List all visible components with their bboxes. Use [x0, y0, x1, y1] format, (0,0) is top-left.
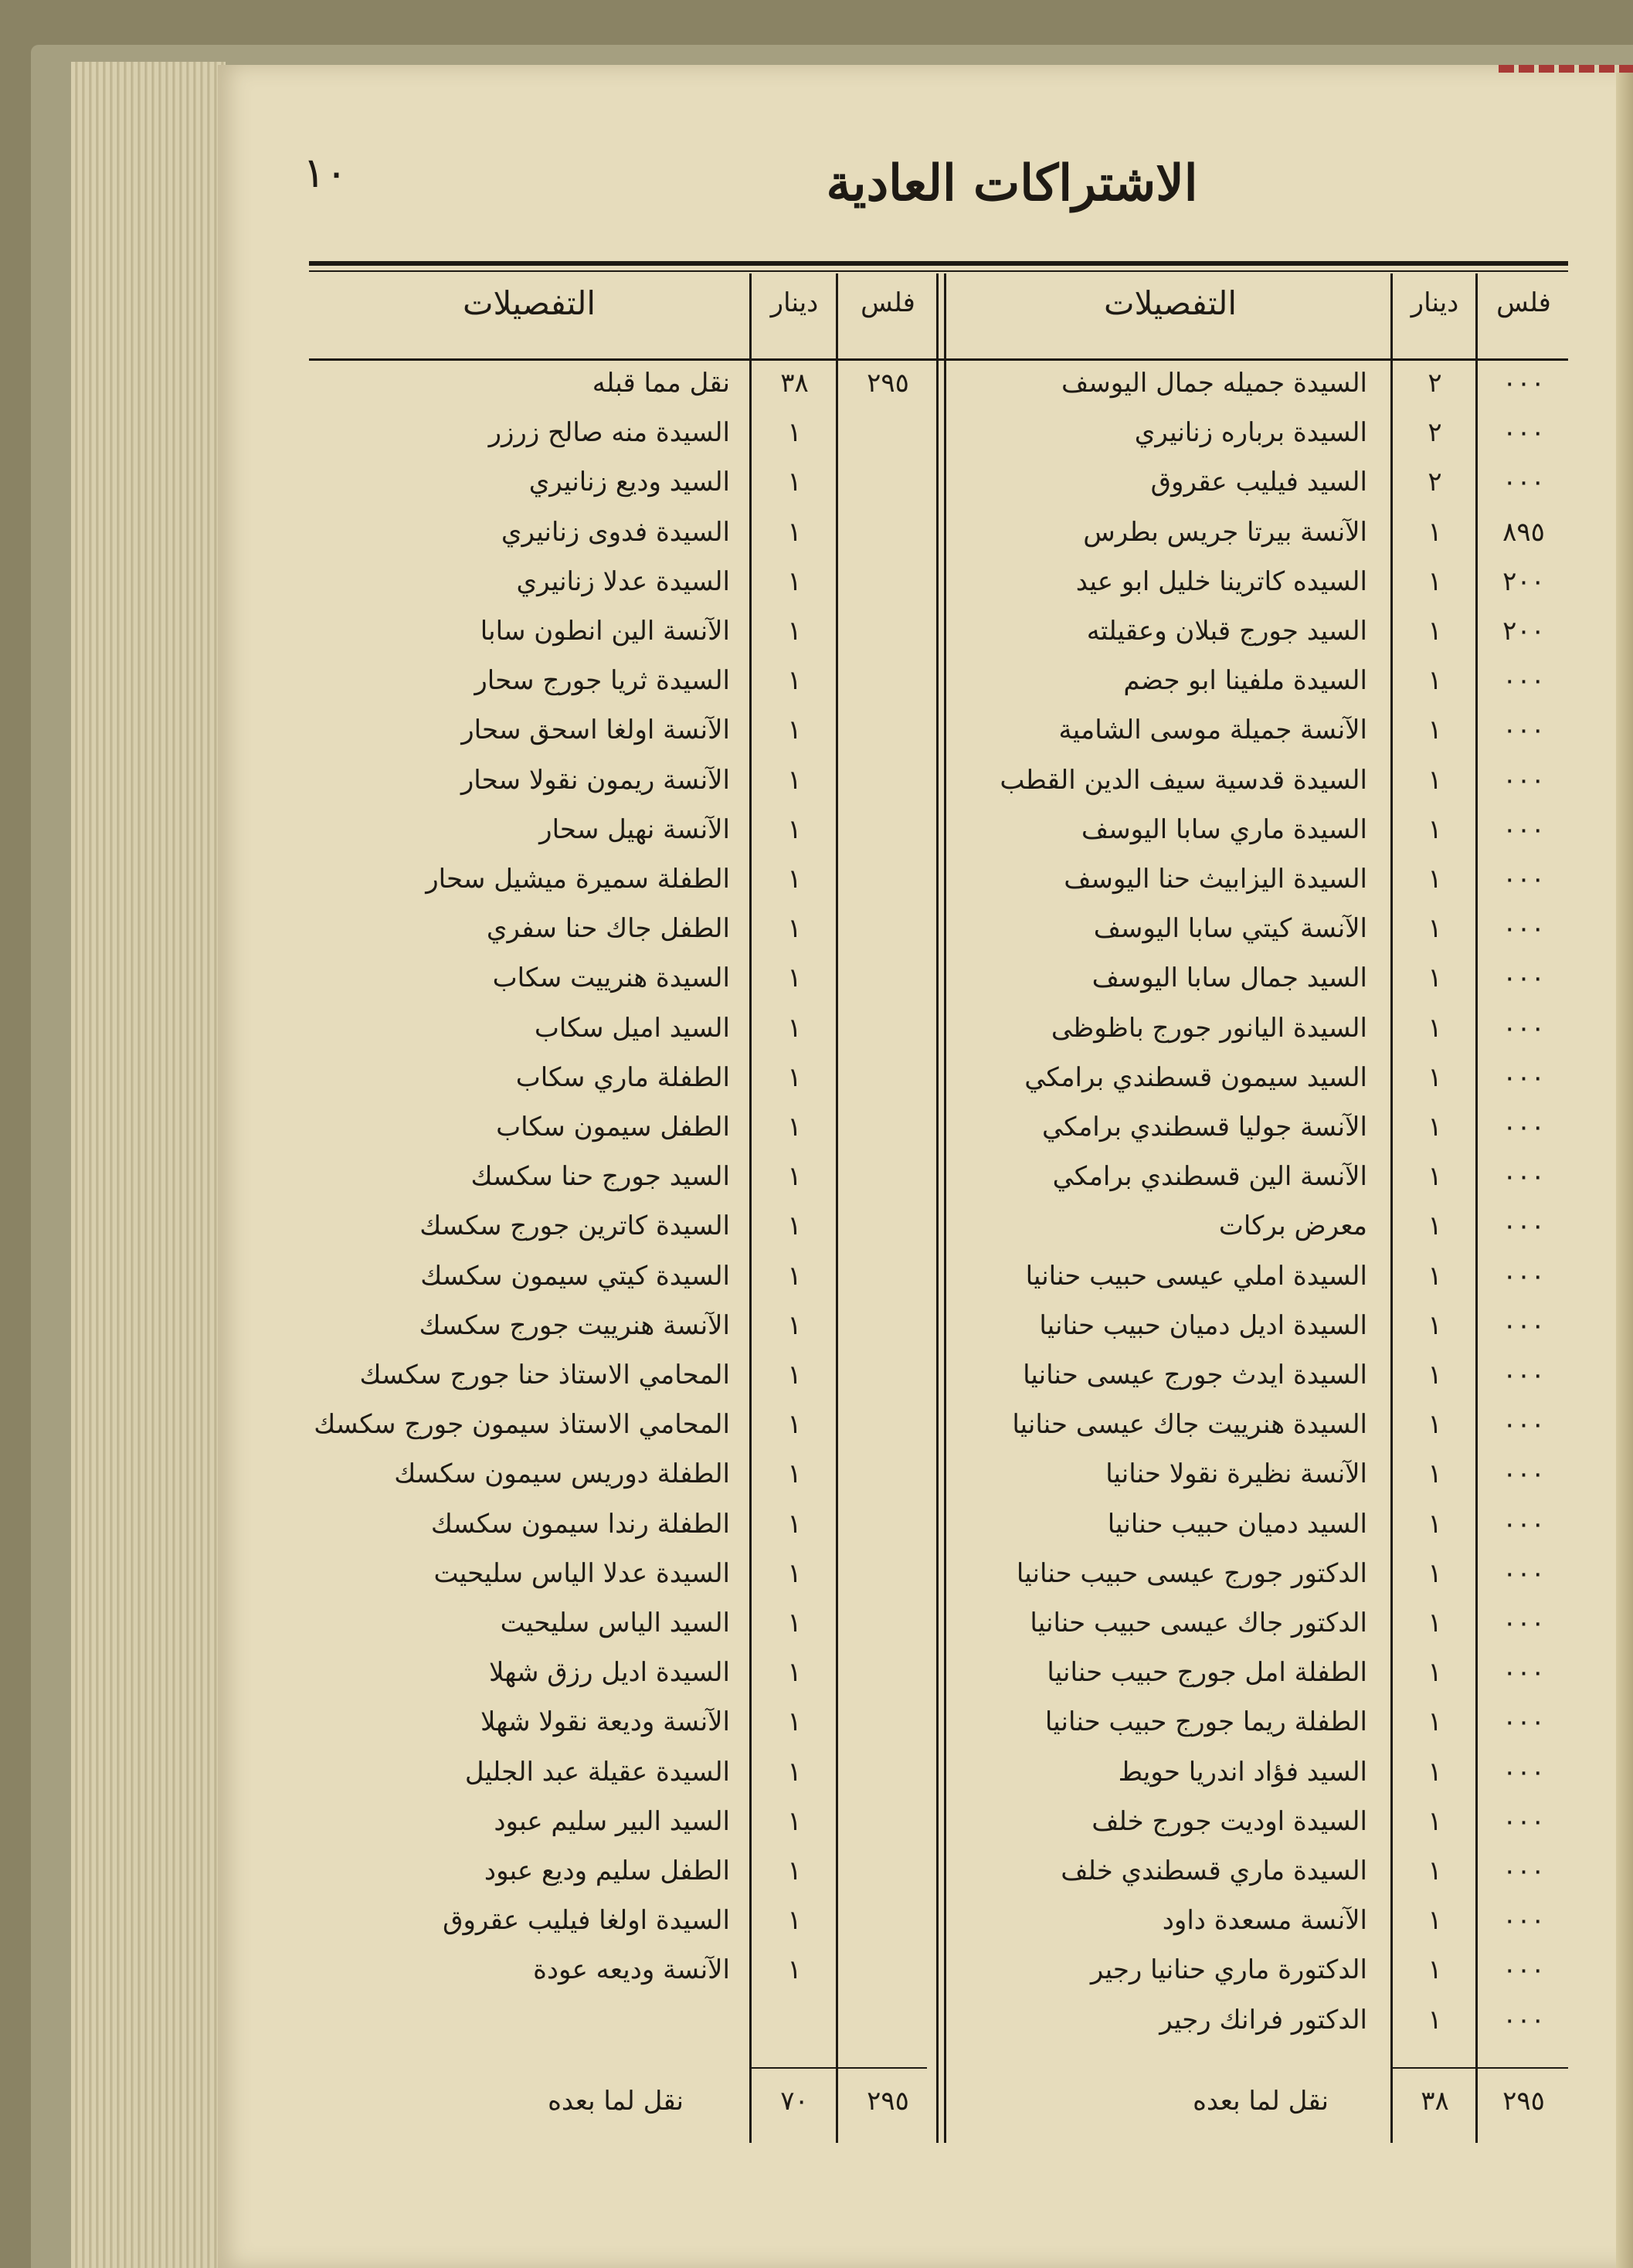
- page-title: الاشتراكات العادية: [826, 154, 1198, 212]
- right-row-name: السيدة اوديت جورج خلف: [1091, 1806, 1367, 1837]
- header-fils-right: فلس: [1496, 287, 1551, 318]
- right-row-dinar: ١: [1428, 1161, 1442, 1192]
- right-row-name: السيد فيليب عقروق: [1150, 467, 1367, 497]
- left-row-dinar: ١: [787, 1806, 802, 1837]
- left-row-name: السيدة عدلا زنانيري: [516, 566, 730, 597]
- right-row-dinar: ١: [1428, 864, 1442, 895]
- right-row-fils: ٠٠٠: [1502, 1608, 1545, 1638]
- left-row-name: السيدة كاترين جورج سكسك: [419, 1210, 730, 1241]
- right-row-fils: ٠٠٠: [1502, 715, 1545, 745]
- right-row-fils: ٠٠٠: [1502, 1360, 1545, 1390]
- left-row-dinar: ١: [787, 963, 802, 993]
- left-row-name: السيدة اديل رزق شهلا: [489, 1657, 730, 1688]
- right-row-dinar: ٢: [1428, 368, 1442, 399]
- left-row-dinar: ١: [787, 1013, 802, 1044]
- left-row-dinar: ١: [787, 1509, 802, 1540]
- left-row-dinar: ١: [787, 1954, 802, 1985]
- right-row-name: الآنسة الين قسطندي برامكي: [1052, 1161, 1367, 1192]
- right-row-dinar: ١: [1428, 665, 1442, 696]
- right-row-fils: ٠٠٠: [1502, 1855, 1545, 1886]
- right-row-name: الآنسة بيرتا جريس بطرس: [1083, 517, 1367, 548]
- right-row-name: الطفلة ريما جورج حبيب حنانيا: [1044, 1706, 1367, 1737]
- right-row-name: السيدة املي عيسى حبيب حنانيا: [1025, 1261, 1367, 1292]
- left-row-dinar: ١: [787, 517, 802, 548]
- left-row-name: السيدة عقيلة عبد الجليل: [464, 1757, 730, 1788]
- right-row-name: السيدة اديل دميان حبيب حنانيا: [1039, 1310, 1367, 1341]
- right-row-dinar: ١: [1428, 1757, 1442, 1788]
- left-row-dinar: ١: [787, 1062, 802, 1093]
- left-row-dinar: ١: [787, 467, 802, 497]
- left-row-name: الطفل جاك حنا سفري: [486, 913, 730, 944]
- left-row-name: الآنسة وديعة نقولا شهلا: [480, 1706, 730, 1737]
- left-row-dinar: ١: [787, 1608, 802, 1638]
- header-dinar-right: دينار: [1411, 287, 1459, 318]
- right-row-dinar: ١: [1428, 1905, 1442, 1936]
- right-row-fils: ٠٠٠: [1502, 1954, 1545, 1985]
- right-row-fils: ٠٠٠: [1502, 1757, 1545, 1788]
- right-row-dinar: ١: [1428, 1509, 1442, 1540]
- left-row-dinar: ١: [787, 1657, 802, 1688]
- right-row-dinar: ١: [1428, 1210, 1442, 1241]
- right-row-fils: ٠٠٠: [1502, 1161, 1545, 1192]
- right-row-dinar: ١: [1428, 1855, 1442, 1886]
- top-rule-thick: [309, 261, 1568, 266]
- right-row-dinar: ١: [1428, 1013, 1442, 1044]
- right-row-name: السيدة اليانور جورج باظوظى: [1051, 1013, 1367, 1044]
- right-row-name: السيد سيمون قسطندي برامكي: [1024, 1062, 1367, 1093]
- left-row-dinar: ١: [787, 715, 802, 745]
- left-row-dinar: ٣٨: [780, 368, 809, 399]
- left-row-dinar: ١: [787, 665, 802, 696]
- divider-center-double-a: [936, 273, 939, 2143]
- left-row-name: السيد الياس سليحيت: [500, 1608, 730, 1638]
- right-row-fils: ٠٠٠: [1502, 1013, 1545, 1044]
- right-row-dinar: ١: [1428, 1409, 1442, 1440]
- footer-label-left: نقل لما بعده: [548, 2086, 684, 2117]
- right-row-name: السيدة اليزابيث حنا اليوسف: [1064, 864, 1367, 895]
- right-row-dinar: ١: [1428, 1062, 1442, 1093]
- left-row-name: الآنسة نهيل سحار: [539, 814, 730, 845]
- left-row-dinar: ١: [787, 1558, 802, 1589]
- left-row-dinar: ١: [787, 417, 802, 448]
- right-row-fils: ٢٠٠: [1502, 616, 1545, 647]
- right-row-name: الآنسة جوليا قسطندي برامكي: [1041, 1112, 1367, 1142]
- right-row-name: السيد دميان حبيب حنانيا: [1107, 1509, 1367, 1540]
- left-row-name: الطفل سليم وديع عبود: [484, 1855, 730, 1886]
- right-row-dinar: ١: [1428, 566, 1442, 597]
- right-row-name: السيده كاترينا خليل ابو عيد: [1075, 566, 1367, 597]
- left-row-name: الطفلة دوريس سيمون سكسك: [394, 1458, 730, 1489]
- right-row-name: السيدة ماري قسطندي خلف: [1061, 1855, 1367, 1886]
- divider-left-fils-dinar: [836, 273, 838, 2143]
- left-row-dinar: ١: [787, 1409, 802, 1440]
- right-row-fils: ٠٠٠: [1502, 1062, 1545, 1093]
- right-row-dinar: ١: [1428, 765, 1442, 796]
- right-row-name: الدكتور جورج عيسى حبيب حنانيا: [1016, 1558, 1367, 1589]
- divider-right-dinar-details: [1390, 273, 1393, 2143]
- right-row-dinar: ١: [1428, 517, 1442, 548]
- left-row-dinar: ١: [787, 1112, 802, 1142]
- right-row-dinar: ١: [1428, 715, 1442, 745]
- left-row-name: الآنسة هنرييت جورج سكسك: [419, 1310, 730, 1341]
- header-details-right: التفصيلات: [1103, 284, 1237, 322]
- footer-fils-left: ٢٩٥: [867, 2086, 909, 2117]
- right-row-name: السيد فؤاد اندريا حويط: [1118, 1757, 1367, 1788]
- right-row-name: السيد جورج قبلان وعقيلته: [1086, 616, 1367, 647]
- right-row-fils: ٠٠٠: [1502, 1310, 1545, 1341]
- right-row-fils: ٠٠٠: [1502, 1905, 1545, 1936]
- footer-label-right: نقل لما بعده: [1193, 2086, 1329, 2117]
- footer-fils-right: ٢٩٥: [1502, 2086, 1545, 2117]
- right-row-name: السيدة قدسية سيف الدين القطب: [1000, 765, 1367, 796]
- right-row-name: الطفلة امل جورج حبيب حنانيا: [1047, 1657, 1367, 1688]
- right-row-fils: ٠٠٠: [1502, 417, 1545, 448]
- left-row-dinar: ١: [787, 1161, 802, 1192]
- header-details-left: التفصيلات: [462, 284, 596, 322]
- left-row-name: المحامي الاستاذ حنا جورج سكسك: [359, 1360, 730, 1390]
- right-row-fils: ٠٠٠: [1502, 2005, 1545, 2035]
- left-row-name: الآنسة ريمون نقولا سحار: [460, 765, 730, 796]
- header-fils-left: فلس: [861, 287, 915, 318]
- top-rule-thin: [309, 270, 1568, 272]
- right-row-dinar: ١: [1428, 1954, 1442, 1985]
- left-row-name: السيدة ثريا جورج سحار: [474, 665, 730, 696]
- right-row-fils: ٠٠٠: [1502, 814, 1545, 845]
- right-row-fils: ٠٠٠: [1502, 765, 1545, 796]
- divider-left-dinar-details: [749, 273, 752, 2143]
- right-row-dinar: ٢: [1428, 417, 1442, 448]
- header-dinar-left: دينار: [770, 287, 819, 318]
- right-row-dinar: ١: [1428, 1706, 1442, 1737]
- left-row-dinar: ١: [787, 864, 802, 895]
- right-row-dinar: ١: [1428, 814, 1442, 845]
- bookmark-ribbon: [1499, 65, 1633, 73]
- left-row-name: السيد وديع زنانيري: [528, 467, 730, 497]
- left-row-name: المحامي الاستاذ سيمون جورج سكسك: [314, 1409, 730, 1440]
- left-row-name: الطفل سيمون سكاب: [496, 1112, 730, 1142]
- right-row-dinar: ١: [1428, 1112, 1442, 1142]
- left-row-name: السيدة كيتي سيمون سكسك: [420, 1261, 730, 1292]
- right-row-name: السيدة جميله جمال اليوسف: [1061, 368, 1367, 399]
- right-row-dinar: ١: [1428, 1806, 1442, 1837]
- page-edges: [71, 62, 226, 2268]
- page-number: ١٠: [303, 148, 348, 197]
- right-row-dinar: ١: [1428, 963, 1442, 993]
- right-row-fils: ٠٠٠: [1502, 1458, 1545, 1489]
- left-row-name: السيد اميل سكاب: [534, 1013, 730, 1044]
- right-row-dinar: ١: [1428, 913, 1442, 944]
- right-row-fils: ٠٠٠: [1502, 1261, 1545, 1292]
- right-row-name: الآنسة كيتي سابا اليوسف: [1093, 913, 1367, 944]
- left-row-dinar: ١: [787, 1706, 802, 1737]
- right-row-fils: ٠٠٠: [1502, 963, 1545, 993]
- left-row-dinar: ١: [787, 1360, 802, 1390]
- right-row-name: الدكتور جاك عيسى حبيب حنانيا: [1030, 1608, 1367, 1638]
- right-row-name: السيد جمال سابا اليوسف: [1091, 963, 1367, 993]
- right-row-fils: ٠٠٠: [1502, 1210, 1545, 1241]
- left-row-dinar: ١: [787, 1261, 802, 1292]
- left-row-dinar: ١: [787, 616, 802, 647]
- left-row-dinar: ١: [787, 1310, 802, 1341]
- left-row-name: السيدة عدلا الياس سليحيت: [433, 1558, 730, 1589]
- left-row-dinar: ١: [787, 566, 802, 597]
- right-row-name: الآنسة مسعدة داود: [1162, 1905, 1367, 1936]
- left-row-dinar: ١: [787, 1855, 802, 1886]
- left-row-fils: ٢٩٥: [867, 368, 909, 399]
- right-row-dinar: ٢: [1428, 467, 1442, 497]
- left-row-dinar: ١: [787, 913, 802, 944]
- left-row-name: نقل مما قبله: [592, 368, 730, 399]
- left-row-name: الآنسة وديعه عودة: [533, 1954, 730, 1985]
- left-row-dinar: ١: [787, 1757, 802, 1788]
- right-row-fils: ٠٠٠: [1502, 1409, 1545, 1440]
- right-row-dinar: ١: [1428, 1360, 1442, 1390]
- right-row-name: السيدة ماري سابا اليوسف: [1081, 814, 1367, 845]
- left-row-dinar: ١: [787, 1905, 802, 1936]
- left-row-dinar: ١: [787, 1458, 802, 1489]
- right-row-fils: ٠٠٠: [1502, 1558, 1545, 1589]
- right-row-name: السيدة ايدث جورج عيسى حنانيا: [1023, 1360, 1367, 1390]
- right-row-fils: ٠٠٠: [1502, 913, 1545, 944]
- left-row-dinar: ١: [787, 765, 802, 796]
- left-row-name: السيدة هنرييت سكاب: [492, 963, 730, 993]
- left-row-name: الطفلة رندا سيمون سكسك: [430, 1509, 730, 1540]
- right-row-name: معرض بركات: [1218, 1210, 1367, 1241]
- right-row-name: الدكتور فرانك رجير: [1159, 2005, 1367, 2035]
- left-row-dinar: ١: [787, 1210, 802, 1241]
- divider-center-double-b: [944, 273, 946, 2143]
- right-row-fils: ٠٠٠: [1502, 1112, 1545, 1142]
- right-row-fils: ٢٠٠: [1502, 566, 1545, 597]
- right-row-dinar: ١: [1428, 616, 1442, 647]
- footer-dinar-right: ٣٨: [1421, 2086, 1449, 2117]
- left-row-name: السيد البير سليم عبود: [494, 1806, 730, 1837]
- left-row-name: الطفلة ماري سكاب: [515, 1062, 730, 1093]
- divider-right-fils-dinar: [1475, 273, 1478, 2143]
- right-row-fils: ٠٠٠: [1502, 368, 1545, 399]
- right-row-dinar: ١: [1428, 1458, 1442, 1489]
- right-row-name: الدكتورة ماري حنانيا رجير: [1090, 1954, 1367, 1985]
- right-row-name: السيدة برباره زنانيري: [1134, 417, 1367, 448]
- right-row-fils: ٠٠٠: [1502, 1509, 1545, 1540]
- footer-dinar-left: ٧٠: [780, 2086, 809, 2117]
- right-row-fils: ٠٠٠: [1502, 864, 1545, 895]
- bottom-total-rule-left: [749, 2067, 927, 2069]
- right-row-dinar: ١: [1428, 1261, 1442, 1292]
- right-row-name: السيدة ملفينا ابو جضم: [1123, 665, 1367, 696]
- left-row-name: السيد جورج حنا سكسك: [470, 1161, 730, 1192]
- bottom-total-rule-right: [1390, 2067, 1568, 2069]
- right-row-name: الآنسة جميلة موسى الشامية: [1058, 715, 1367, 745]
- left-row-name: الطفلة سميرة ميشيل سحار: [426, 864, 730, 895]
- right-row-fils: ٠٠٠: [1502, 665, 1545, 696]
- left-row-name: الآنسة اولغا اسحق سحار: [461, 715, 730, 745]
- left-row-name: السيدة اولغا فيليب عقروق: [443, 1905, 730, 1936]
- right-row-fils: ٠٠٠: [1502, 1806, 1545, 1837]
- page-right-edge: [1616, 65, 1633, 2268]
- left-row-name: الآنسة الين انطون سابا: [480, 616, 730, 647]
- right-row-fils: ٠٠٠: [1502, 467, 1545, 497]
- right-row-dinar: ١: [1428, 1558, 1442, 1589]
- left-row-name: السيدة منه صالح زرزر: [488, 417, 730, 448]
- right-row-name: السيدة هنرييت جاك عيسى حنانيا: [1012, 1409, 1367, 1440]
- right-row-dinar: ١: [1428, 1310, 1442, 1341]
- right-row-fils: ٠٠٠: [1502, 1657, 1545, 1688]
- left-row-dinar: ١: [787, 814, 802, 845]
- right-row-dinar: ١: [1428, 1608, 1442, 1638]
- left-row-name: السيدة فدوى زنانيري: [501, 517, 730, 548]
- right-row-fils: ٨٩٥: [1502, 517, 1545, 548]
- right-row-fils: ٠٠٠: [1502, 1706, 1545, 1737]
- right-row-dinar: ١: [1428, 2005, 1442, 2035]
- right-row-name: الآنسة نظيرة نقولا حنانيا: [1105, 1458, 1367, 1489]
- right-row-dinar: ١: [1428, 1657, 1442, 1688]
